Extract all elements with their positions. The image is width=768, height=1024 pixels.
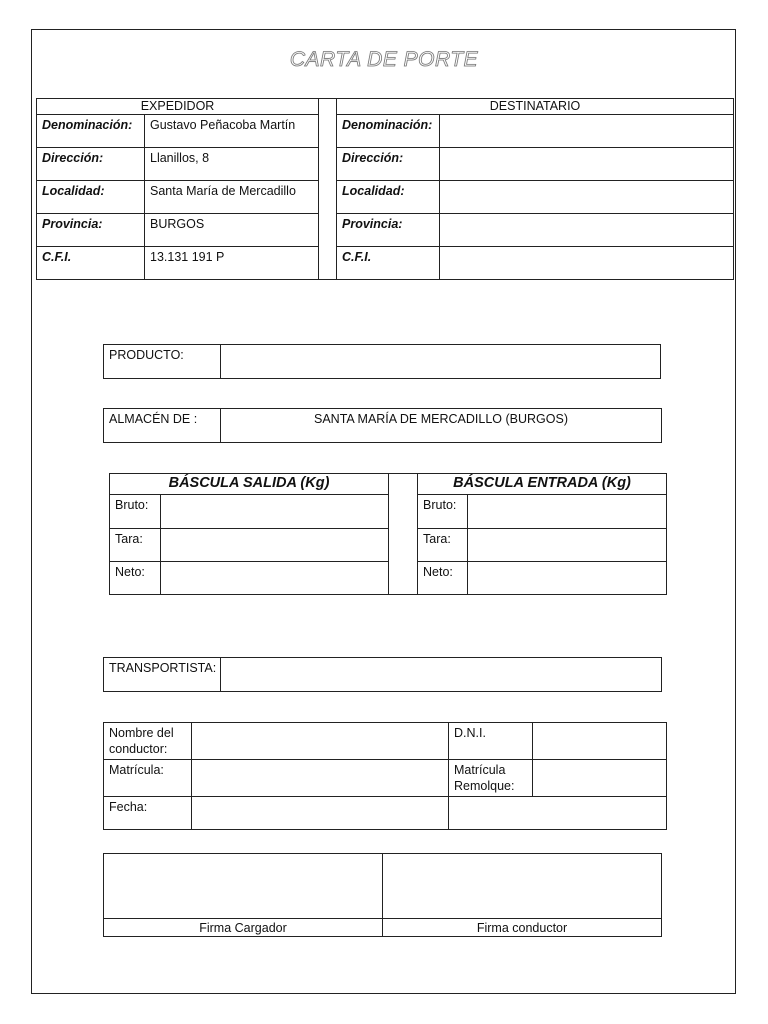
destinatario-direccion-value[interactable]: [440, 148, 734, 181]
fecha-value[interactable]: [192, 797, 449, 830]
expedidor-denominacion-label: Denominación:: [37, 115, 145, 148]
entrada-bruto-value[interactable]: [468, 495, 667, 529]
expedidor-provincia-label: Provincia:: [37, 214, 145, 247]
salida-bruto-label: Bruto:: [110, 495, 161, 529]
entrada-neto-value[interactable]: [468, 562, 667, 595]
almacen-value[interactable]: SANTA MARÍA DE MERCADILLO (BURGOS): [221, 409, 662, 443]
firma-cargador-label: Firma Cargador: [104, 919, 383, 937]
almacen-label: ALMACÉN DE :: [104, 409, 221, 443]
expedidor-direccion-value[interactable]: Llanillos, 8: [145, 148, 319, 181]
bascula-salida-header: BÁSCULA SALIDA (Kg): [110, 474, 389, 495]
transportista-value[interactable]: [221, 658, 662, 692]
matricula-label: Matrícula:: [104, 760, 192, 797]
firma-conductor-label: Firma conductor: [383, 919, 662, 937]
destinatario-denominacion-value[interactable]: [440, 115, 734, 148]
bascula-entrada-header: BÁSCULA ENTRADA (Kg): [418, 474, 667, 495]
destinatario-localidad-label: Localidad:: [337, 181, 440, 214]
expedidor-localidad-label: Localidad:: [37, 181, 145, 214]
expedidor-localidad-value[interactable]: Santa María de Mercadillo: [145, 181, 319, 214]
nombre-conductor-label: Nombre del conductor:: [104, 723, 192, 760]
destinatario-cfi-value[interactable]: [440, 247, 734, 280]
destinatario-provincia-value[interactable]: [440, 214, 734, 247]
producto-label: PRODUCTO:: [104, 345, 221, 379]
matricula-remolque-label: Matrícula Remolque:: [449, 760, 533, 797]
bascula-gap: [389, 474, 418, 595]
producto-value[interactable]: [221, 345, 661, 379]
destinatario-denominacion-label: Denominación:: [337, 115, 440, 148]
fecha-label: Fecha:: [104, 797, 192, 830]
matricula-value[interactable]: [192, 760, 449, 797]
expedidor-cfi-label: C.F.I.: [37, 247, 145, 280]
firma-cargador-box[interactable]: [104, 854, 383, 919]
almacen-table: [103, 408, 662, 443]
entrada-neto-label: Neto:: [418, 562, 468, 595]
conductor-table: [103, 722, 667, 830]
entrada-tara-value[interactable]: [468, 529, 667, 562]
dni-label: D.N.I.: [449, 723, 533, 760]
expedidor-direccion-label: Dirección:: [37, 148, 145, 181]
expedidor-header: EXPEDIDOR: [37, 99, 319, 115]
destinatario-header: DESTINATARIO: [337, 99, 734, 115]
destinatario-provincia-label: Provincia:: [337, 214, 440, 247]
destinatario-direccion-label: Dirección:: [337, 148, 440, 181]
entrada-tara-label: Tara:: [418, 529, 468, 562]
destinatario-localidad-value[interactable]: [440, 181, 734, 214]
parties-table: [36, 98, 734, 280]
fecha-extra-cell: [449, 797, 667, 830]
producto-table: [103, 344, 661, 379]
expedidor-provincia-value[interactable]: BURGOS: [145, 214, 319, 247]
entrada-bruto-label: Bruto:: [418, 495, 468, 529]
salida-bruto-value[interactable]: [161, 495, 389, 529]
transportista-table: [103, 657, 662, 692]
nombre-conductor-value[interactable]: [192, 723, 449, 760]
firmas-table: [103, 853, 662, 937]
salida-tara-value[interactable]: [161, 529, 389, 562]
matricula-remolque-value[interactable]: [533, 760, 667, 797]
salida-neto-value[interactable]: [161, 562, 389, 595]
document-title: CARTA DE PORTE: [289, 48, 479, 71]
expedidor-cfi-value[interactable]: 13.131 191 P: [145, 247, 319, 280]
salida-neto-label: Neto:: [110, 562, 161, 595]
expedidor-denominacion-value[interactable]: Gustavo Peñacoba Martín: [145, 115, 319, 148]
column-gap: [319, 99, 337, 280]
basculas-table: [109, 473, 667, 595]
destinatario-cfi-label: C.F.I.: [337, 247, 440, 280]
transportista-label: TRANSPORTISTA:: [104, 658, 221, 692]
firma-conductor-box[interactable]: [383, 854, 662, 919]
dni-value[interactable]: [533, 723, 667, 760]
salida-tara-label: Tara:: [110, 529, 161, 562]
